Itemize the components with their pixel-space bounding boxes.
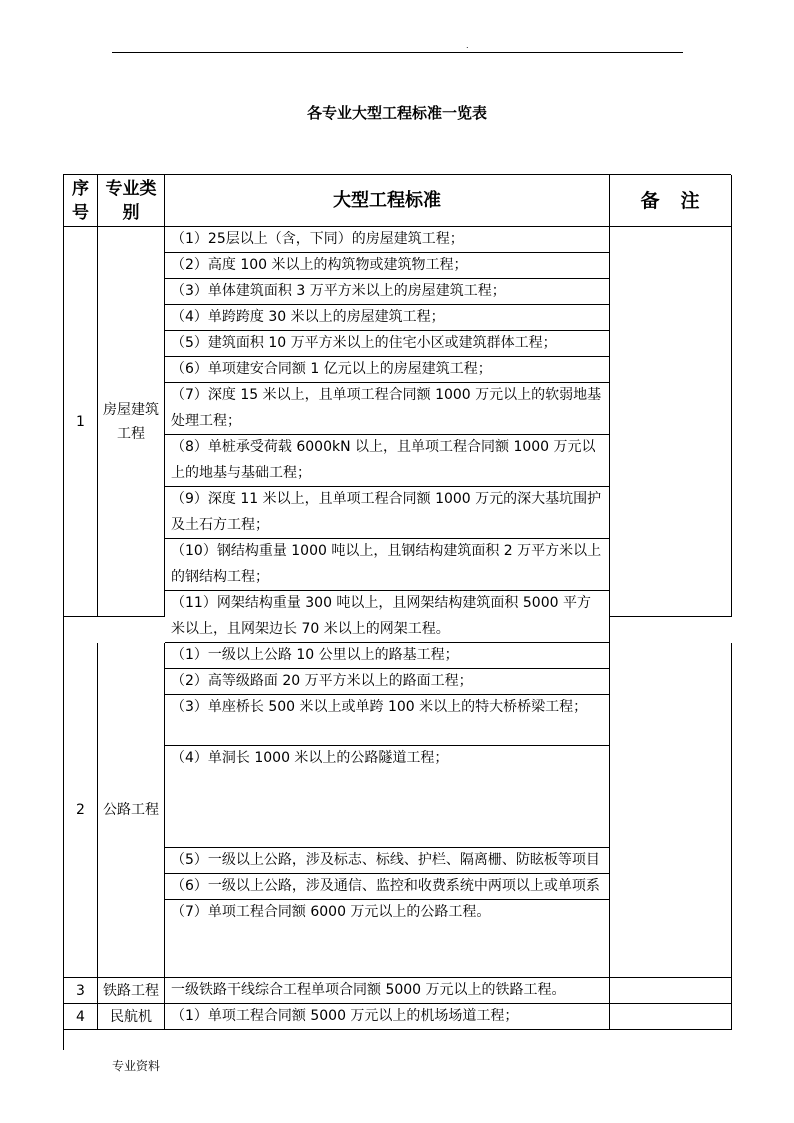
document-title: 各专业大型工程标准一览表: [306, 104, 487, 122]
criterion-item: （4）单洞长 1000 米以上的公路隧道工程；: [165, 746, 610, 848]
criterion-item: （5）建筑面积 10 万平方米以上的住宅小区或建筑群体工程；: [165, 331, 610, 357]
header-rule: [112, 52, 683, 53]
criterion-item: （6）单项建安合同额 1 亿元以上的房屋建筑工程；: [165, 357, 610, 383]
row-2-remark: [610, 643, 732, 978]
row-3-remark: [610, 978, 732, 1004]
criterion-item: （2）高等级路面 20 万平方米以上的路面工程；: [165, 669, 610, 695]
criterion-item: （5）一级以上公路，涉及标志、标线、护栏、隔离栅、防眩板等项目: [165, 848, 610, 874]
criterion-item: （2）高度 100 米以上的构筑物或建筑物工程；: [165, 253, 610, 279]
page-footer: 专业资料: [112, 1059, 161, 1073]
row-3-category: 铁路工程: [98, 978, 165, 1004]
row-4-remark: [610, 1004, 732, 1030]
header-category: 专业类别: [98, 175, 165, 227]
criterion-item: （3）单座桥长 500 米以上或单跨 100 米以上的特大桥桥梁工程；: [165, 695, 610, 746]
criterion-item: （3）单体建筑面积 3 万平方米以上的房屋建筑工程；: [165, 279, 610, 305]
header-remark: 备 注: [610, 175, 732, 227]
criterion-item: 一级铁路干线综合工程单项合同额 5000 万元以上的铁路工程。: [165, 978, 610, 1004]
row-1-remark: [610, 227, 732, 617]
header-standard: 大型工程标准: [165, 175, 610, 227]
criterion-item: （8）单桩承受荷载 6000kN 以上，且单项工程合同额 1000 万元以上的地基与基础工程；: [165, 435, 610, 487]
criterion-item: （9）深度 11 米以上，且单项工程合同额 1000 万元的深大基坑围护及土石方工程；: [165, 487, 610, 539]
row-1-category: 房屋建筑工程: [98, 227, 165, 617]
standards-table: [63, 174, 731, 1050]
criterion-item: （7）单项工程合同额 6000 万元以上的公路工程。: [165, 900, 610, 978]
criterion-item: （10）钢结构重量 1000 吨以上，且钢结构建筑面积 2 万平方米以上的钢结构工程；: [165, 539, 610, 591]
criterion-item: （7）深度 15 米以上，且单项工程合同额 1000 万元以上的软弱地基处理工程；: [165, 383, 610, 435]
row-1-no: 1: [64, 227, 98, 617]
row-2-no: 2: [64, 643, 98, 978]
row-2-category: 公路工程: [98, 643, 165, 978]
row-3-no: 3: [64, 978, 98, 1004]
header-no: 序号: [64, 175, 98, 227]
criterion-item: （11）网架结构重量 300 吨以上，且网架结构建筑面积 5000 平方米以上，且网架边长 70 米以上的网架工程。: [165, 591, 610, 643]
criterion-item: （6）一级以上公路，涉及通信、监控和收费系统中两项以上或单项系: [165, 874, 610, 900]
criterion-item: （1）25层以上（含，下同）的房屋建筑工程；: [165, 227, 610, 253]
criterion-item: （1）单项工程合同额 5000 万元以上的机场场道工程；: [165, 1004, 610, 1030]
criterion-item: （1）一级以上公路 10 公里以上的路基工程；: [165, 643, 610, 669]
row-4-category: 民航机: [98, 1004, 165, 1030]
criterion-item: （4）单跨跨度 30 米以上的房屋建筑工程；: [165, 305, 610, 331]
header-mark: .: [466, 41, 469, 50]
row-4-no: 4: [64, 1004, 98, 1030]
